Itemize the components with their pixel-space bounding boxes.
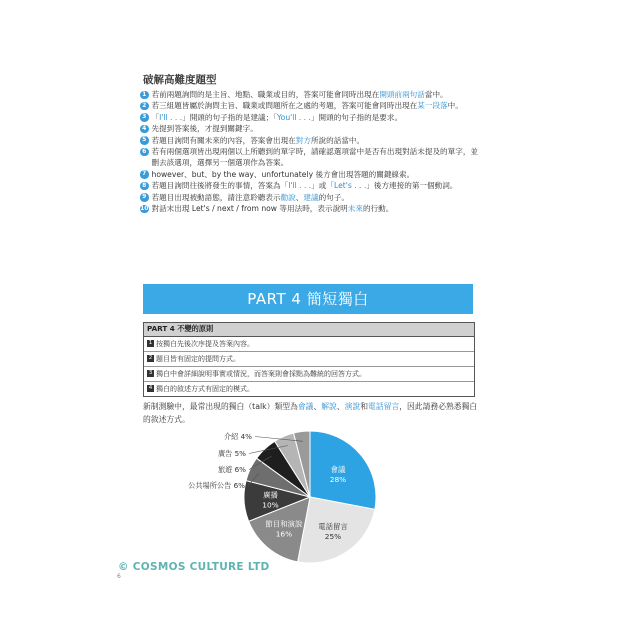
pie-slice-name: 會議 — [330, 464, 346, 474]
text-run: 」或「 — [311, 181, 334, 191]
rule-text: 按獨白先後次序提及答案內容。 — [156, 339, 254, 348]
text-run: 先提到答案後，才提到關鍵字。 — [151, 124, 258, 134]
text-run: 」後方連接的第一個動詞。 — [366, 181, 458, 191]
highlighted-text: I'll . . . — [159, 112, 183, 122]
text-run: 若有兩個選項皆出現兩個以上所聽到的單字時，請確認選項當中是否有出現對話未提及的單字，並刪去該選項，選擇另一個選項作為答案。 — [151, 147, 479, 168]
pie-slice-value: 16% — [275, 529, 293, 539]
tip-number-badge: 2 — [140, 102, 149, 111]
rules-header: PART 4 不變的原則 — [144, 323, 474, 337]
highlighted-text: Let's . . . — [334, 181, 367, 191]
text-run: 若三組題皆屬於詢問主旨、職業或問題所在之處的考題，答案可能會同時出現在 — [151, 101, 418, 111]
text-run: 當中。 — [424, 90, 448, 99]
section-title: 破解高難度題型 — [143, 74, 217, 86]
pie-slice-value: 28% — [329, 474, 347, 484]
text-run: 的句子。 — [318, 192, 349, 202]
text-run: 若題目詢問有關未來的內容，答案會出現在 — [151, 135, 296, 145]
text-run: 中。 — [447, 101, 463, 111]
tip-number-badge: 3 — [140, 113, 149, 122]
text-run: 若前兩題詢問的是主旨、地點、職業或目的，答案可能會同時出現在 — [151, 90, 380, 99]
rule-number-badge: 1 — [148, 340, 153, 346]
pie-slice-label: 公共場所公告 6% — [188, 481, 245, 490]
rule-text: 獨白的敘述方式有固定的模式。 — [156, 384, 254, 393]
rule-number-badge: 2 — [148, 355, 153, 361]
highlighted-text: 電話留言 — [368, 402, 400, 411]
highlighted-text: 開頭前兩句話 — [379, 90, 425, 99]
highlighted-text: 對方 — [295, 135, 311, 145]
pie-slice-label: 旅遊 6% — [217, 465, 246, 474]
highlighted-text: 建議 — [303, 192, 319, 202]
text-run: ，因此請務必熟悉獨白的敘述方式。 — [143, 402, 478, 424]
text-run: 、 — [295, 192, 304, 202]
tip-number-badge: 8 — [140, 182, 149, 191]
highlighted-text: 勸說 — [280, 192, 296, 202]
pie-slice-label: 介紹 4% — [223, 432, 252, 441]
rule-text: 題目皆有固定的提問方式。 — [156, 354, 240, 363]
text-run: 所說的話當中。 — [310, 135, 365, 145]
text-run: 若題目出現被動語態，請注意聆聽表示 — [151, 192, 281, 202]
text-run: however、but、by the way、unfortunately 後方會出現答題的關鍵線索。 — [151, 169, 415, 179]
highlighted-text: 某一段落 — [417, 101, 448, 111]
highlighted-text: I'll . . . — [288, 181, 312, 191]
tip-number-badge: 7 — [140, 170, 149, 179]
rule-number-badge: 3 — [148, 370, 153, 376]
text-run: 新制測驗中，最常出現的獨白（talk）類型為 — [143, 402, 298, 411]
tip-number-badge: 6 — [140, 148, 149, 157]
pie-slice-name: 節目和演說 — [265, 519, 303, 529]
rule-number-badge: 4 — [148, 385, 153, 391]
highlighted-text: 解說 — [321, 402, 337, 411]
text-run: 和 — [360, 402, 369, 411]
text-run: 、 — [313, 402, 322, 411]
highlighted-text: 未來 — [347, 204, 363, 214]
text-run: 、 — [336, 402, 345, 411]
text-run: 「 — [151, 112, 160, 122]
text-run: 若題目詢問往後將發生的事情，答案為「 — [151, 181, 289, 191]
tip-number-badge: 9 — [140, 193, 149, 202]
pie-slice-value: 25% — [324, 531, 342, 541]
pie-slice-name: 廣播 — [263, 490, 278, 500]
text-run: 」開頭的句子指的是要求。 — [310, 112, 403, 122]
pie-slice-label: 廣告 5% — [217, 449, 246, 458]
highlighted-text: You'll . . . — [277, 112, 311, 122]
text-run: 的行動。 — [362, 204, 394, 214]
tip-number-badge: 10 — [140, 204, 149, 212]
publisher-watermark: © COSMOS CULTURE LTD — [118, 561, 270, 573]
highlighted-text: 演說 — [344, 402, 361, 411]
page-number: 6 — [117, 573, 121, 580]
text-run: 」開頭的句子指的是建議；「 — [182, 112, 278, 122]
tip-number-badge: 1 — [140, 91, 149, 100]
text-run: 對話末出現 Let's / next / from now 等用法時，表示說明 — [151, 204, 348, 214]
banner-title: PART 4 簡短獨白 — [247, 290, 369, 308]
highlighted-text: 會議 — [297, 402, 314, 411]
tip-number-badge: 4 — [140, 125, 149, 134]
pie-slice-value: 10% — [262, 500, 279, 510]
tip-number-badge: 5 — [140, 136, 149, 145]
rule-text: 獨白中會詳細說明事實或情況，而答案則會採點為難統的回答方式。 — [156, 369, 366, 378]
pie-slice-name: 電話留言 — [318, 521, 348, 531]
